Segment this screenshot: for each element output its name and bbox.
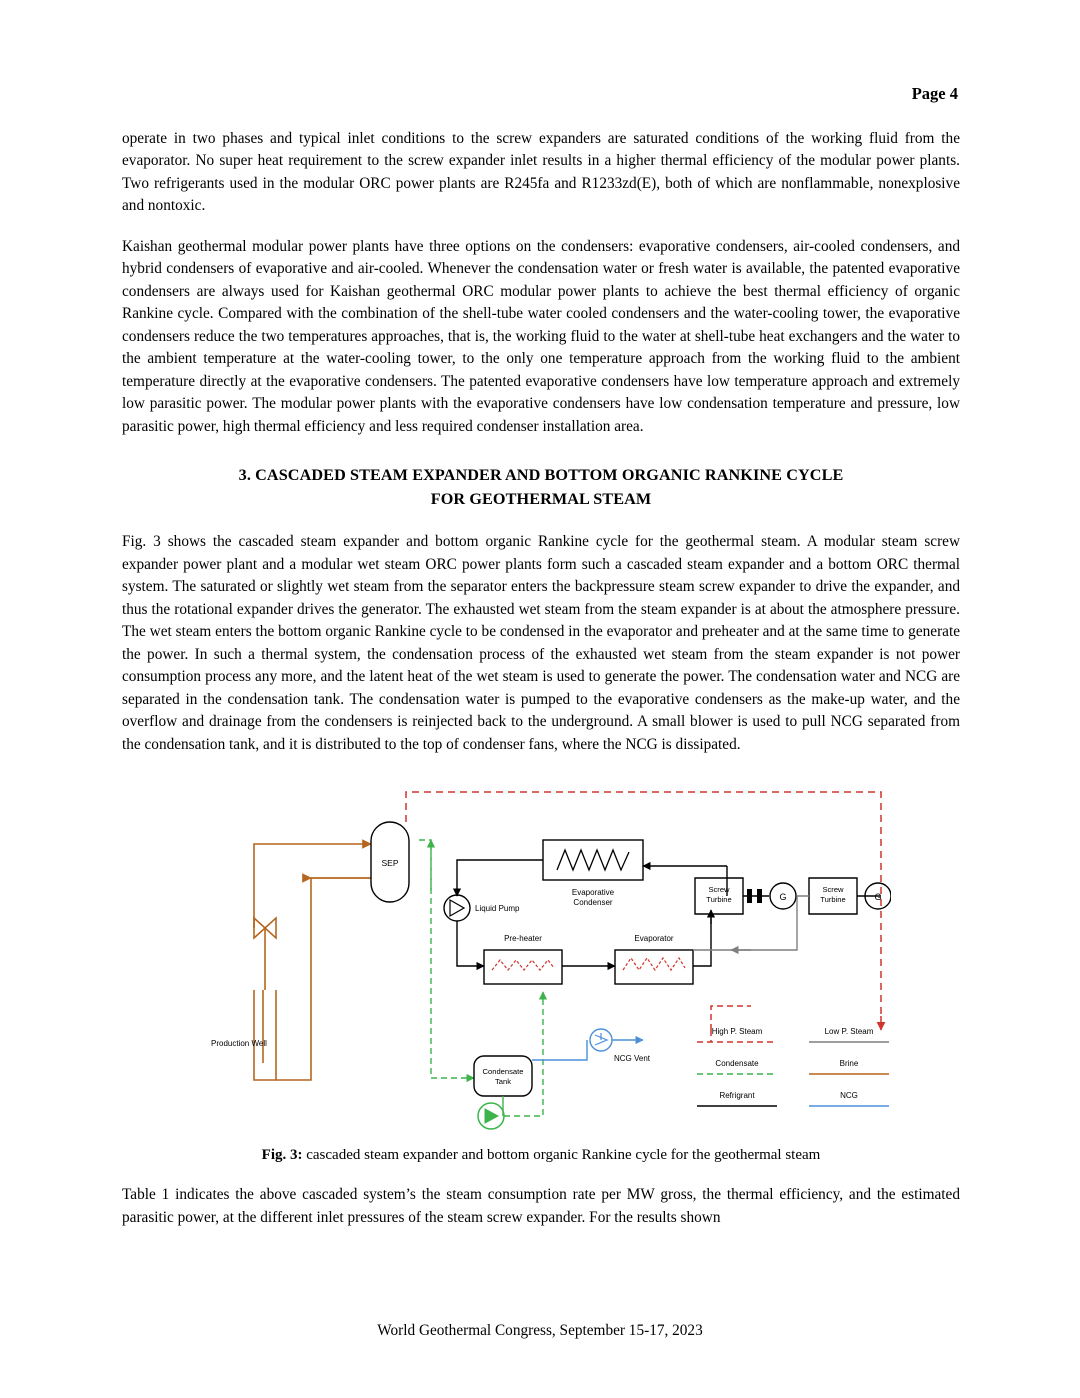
figure-caption-label: Fig. 3: bbox=[261, 1147, 303, 1164]
figure-caption-text: cascaded steam expander and bottom organic Rankine cycle for the geothermal steam bbox=[302, 1147, 821, 1164]
ncg-vent-group bbox=[532, 1029, 651, 1063]
legend-label-4: Refrigrant bbox=[719, 1091, 755, 1101]
page-title bbox=[122, 464, 960, 511]
separator-vessel bbox=[371, 822, 409, 902]
legend-label-0: High P. Steam bbox=[711, 1027, 763, 1037]
diagram-legend bbox=[697, 1027, 889, 1106]
label-screw-turbine-1-line1: Screw bbox=[708, 885, 730, 895]
legend-label-1: Low P. Steam bbox=[824, 1027, 874, 1037]
high-pressure-steam-line bbox=[406, 792, 881, 1042]
label-screw-turbine-1-line2: Turbine bbox=[706, 895, 732, 905]
process-flow-diagram bbox=[191, 778, 891, 1133]
legend-label-5: NCG bbox=[840, 1091, 858, 1101]
figure-caption bbox=[122, 1147, 960, 1164]
label-condensate-tank-1: Condensate bbox=[482, 1067, 524, 1077]
figure-3 bbox=[122, 778, 960, 1133]
label-generator-1: G bbox=[779, 892, 787, 903]
label-evaporative-condenser-1: Evaporative bbox=[571, 888, 615, 898]
screw-turbine-2-group bbox=[809, 878, 891, 914]
label-liquid-pump: Liquid Pump bbox=[475, 904, 520, 914]
legend-label-3: Brine bbox=[839, 1059, 859, 1069]
label-evaporator: Evaporator bbox=[634, 934, 674, 944]
paragraph-1: operate in two phases and typical inlet conditions to the screw expanders are saturated conditions of the working fluid from the evaporator. No super heat requirement to the screw expander inlet results in a higher thermal efficiency of the modular power plants. Two refrigerants used in the modular ORC power plants are R245fa and R1233zd(E), both of which are nonflammable, nonexplosive and nontoxic. bbox=[122, 130, 960, 215]
label-production-well: Production Well bbox=[211, 1039, 267, 1049]
label-generator-2: G bbox=[874, 892, 882, 903]
document-body bbox=[122, 128, 960, 1247]
refrigerant-loop bbox=[444, 860, 727, 984]
evaporative-condenser bbox=[543, 840, 643, 907]
paragraph-2: Kaishan geothermal modular power plants have three options on the condensers: evaporative condensers, air-cooled condensers, and hybrid condensers of evaporative and air-cooled. Whenever the condensation water or fresh water is available, the patented evaporative condensers are always used for Kaishan geothermal ORC modular power plants to achieve the best thermal efficiency of organic Rankine cycle. Compared with the combination of the shell-tube water cooled condensers and the water-cooling tower, the evaporative condensers reduce the two temperatures approaches, that is, the working fluid to the water at shell-tube heat exchangers and the water to the ambient temperature at the water-cooling tower, to the only one temperature approach from the working fluid to the ambient temperature directly at the evaporative condensers. The patented evaporative condensers have low temperature approach and extremely low parasitic power. The modular power plants with the evaporative condensers have low condensation temperature and pressure, low parasitic power, high thermal efficiency and less required condenser installation area. bbox=[122, 237, 960, 435]
paragraph-4: Table 1 indicates the above cascaded system’s the steam consumption rate per MW gross, the thermal efficiency, and the estimated parasitic power, at the different inlet pressures of the steam screw expander. For the results shown bbox=[122, 1186, 960, 1226]
section-heading-line-2: FOR GEOTHERMAL STEAM bbox=[430, 489, 652, 508]
label-condensate-tank-2: Tank bbox=[494, 1077, 512, 1087]
section-heading-line-1: 3. CASCADED STEAM EXPANDER AND BOTTOM ORGANIC RANKINE CYCLE bbox=[238, 466, 844, 485]
screw-turbine-1-group bbox=[695, 878, 796, 914]
legend-label-2: Condensate bbox=[715, 1059, 759, 1069]
page-number-header: Page 4 bbox=[911, 84, 958, 103]
label-evaporative-condenser-2: Condenser bbox=[573, 898, 613, 908]
label-sep: SEP bbox=[381, 858, 399, 869]
label-screw-turbine-2-line1: Screw bbox=[822, 885, 844, 895]
label-ncg-vent: NCG Vent bbox=[614, 1054, 651, 1064]
label-screw-turbine-2-line2: Turbine bbox=[820, 895, 846, 905]
paragraph-3: Fig. 3 shows the cascaded steam expander and bottom organic Rankine cycle for the geothermal steam. A modular steam screw expander power plant and a modular wet steam ORC power plants form such a cascaded steam expander and a bottom ORC thermal system. The saturated or slightly wet steam from the separator enters the backpressure steam screw expander to drive the expander, and thus the rotational expander drives the generator. The exhausted wet steam from the steam expander is at about the atmosphere pressure. The wet steam enters the bottom organic Rankine cycle to be condensed in the evaporator and preheater and at the same time to generate the power. In such a thermal system, the condensation process of the exhausted wet steam from the steam expander is not power consumption process any more, and the latent heat of the wet steam is used to generate the power. The condensation water and NCG are separated in the condensation tank. The condensation water is pumped to the evaporative condensers as the make-up water, and the overflow and drainage from the condensers is reinjected back to the underground. A small blower is used to pull NCG separated from the condensation tank, and it is distributed to the top of condenser fans, where the NCG is dissipated. bbox=[122, 533, 960, 753]
page-footer: World Geothermal Congress, September 15-17, 2023 bbox=[377, 1322, 703, 1339]
label-preheater: Pre-heater bbox=[504, 934, 542, 944]
production-well-group bbox=[211, 844, 371, 1080]
